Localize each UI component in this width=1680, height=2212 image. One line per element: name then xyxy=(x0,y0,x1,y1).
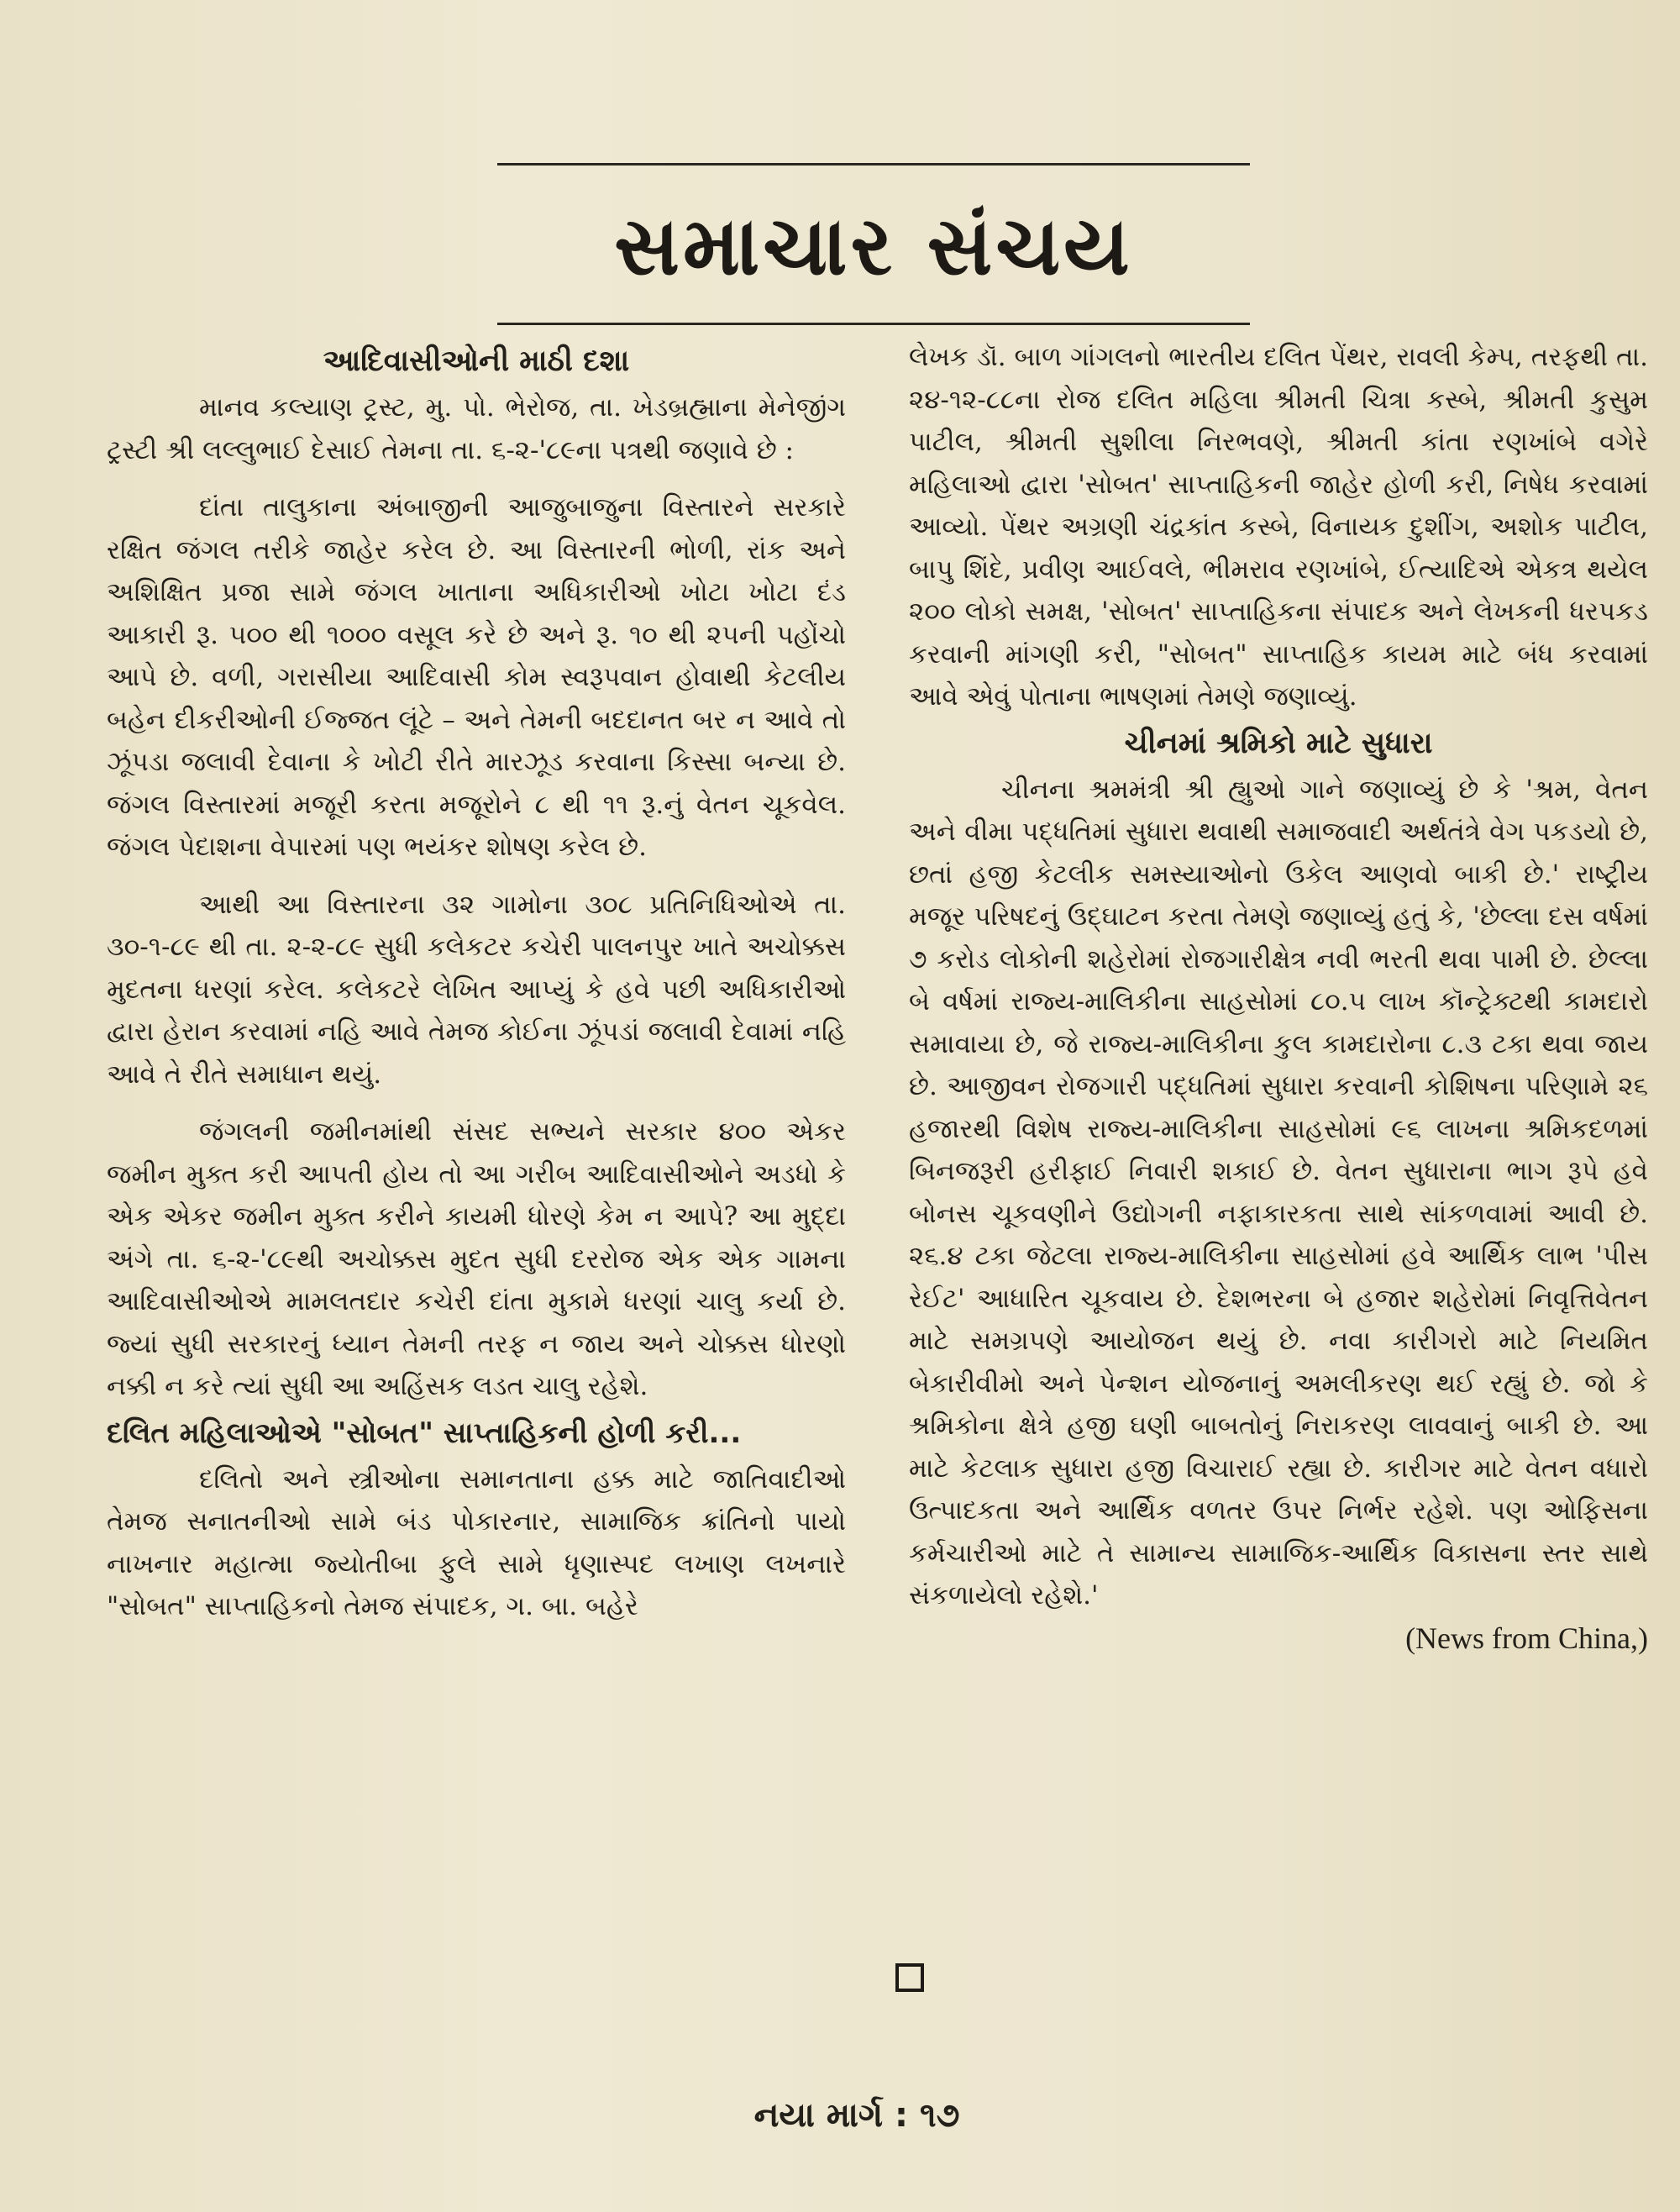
article-heading-adivasi: આદિવાસીઓની માઠી દશા xyxy=(323,344,630,378)
article-paragraph: જંગલની જમીનમાંથી સંસદ સભ્યને સરકાર ૪૦૦ એકર જમીન મુક્ત કરી આપતી હોય તો આ ગરીબ આદિવાસીઓને અડધો કે એક એકર જમીન મુક્ત કરીને કાયમી ધોરણે કેમ ન આપે? આ મુદ્દા અંગે તા. ૬-૨-'૮૯થી અચોક્કસ મુદત સુધી દરરોજ એક એક ગામના આદિવાસીઓએ મામલતદાર કચેરી દાંતા મુકામે ધરણાં ચાલુ કર્યા છે. જ્યાં સુધી સરકારનું ધ્યાન તેમની તરફ ન જાય અને ચોક્કસ ધોરણો નક્કી ન કરે ત્યાં સુધી આ અહિંસક લડત ચાલુ રહેશે. xyxy=(107,1117,846,1401)
left-column xyxy=(107,336,846,1628)
article-source: (News from China,) xyxy=(1405,1621,1648,1655)
article-heading-china: ચીનમાં શ્રમિકો માટે સુધારા xyxy=(1124,726,1433,760)
article-paragraph: લેખક ડૉ. બાળ ગાંગલનો ભારતીય દલિત પેંથર, રાવલી કેમ્પ, તરફથી તા. ૨૪-૧૨-૮૮ના રોજ દલિત મહિલા શ્રીમતી ચિત્રા કસ્બે, શ્રીમતી કુસુમ પાટીલ, શ્રીમતી સુશીલા નિરભવણે, શ્રીમતી કાંતા રણખાંબે વગેરે મહિલાઓ દ્વારા 'સોબત' સાપ્તાહિકની જાહેર હોળી કરી, નિષેધ કરવામાં આવ્યો. પેંથર અગ્રણી ચંદ્રકાંત કસ્બે, વિનાયક દુશીંગ, અશોક પાટીલ, બાપુ શિંદે, પ્રવીણ આઈવલે, ભીમરાવ રણખાંબે, ઈત્યાદિએ એકત્ર થયેલ ૨૦૦ લોકો સમક્ષ, 'સોબત' સાપ્તાહિકના સંપાદક અને લેખકની ધરપકડ કરવાની માંગણી કરી, "સોબત" સાપ્તાહિક કાયમ માટે બંધ કરવામાં આવે એવું પોતાના ભાષણમાં તેમણે જણાવ્યું. xyxy=(909,342,1648,712)
title-top-rule xyxy=(497,163,1250,166)
article-paragraph: આથી આ વિસ્તારના ૩૨ ગામોના ૩૦૮ પ્રતિનિધિઓએ તા. ૩૦-૧-૮૯ થી તા. ૨-૨-૮૯ સુધી કલેકટર કચેરી પાલનપુર ખાતે અચોક્કસ મુદતના ધરણાં કરેલ. કલેકટરે લેખિત આપ્યું કે હવે પછી અધિકારીઓ દ્વારા હેરાન કરવામાં નહિ આવે તેમજ કોઈના ઝૂંપડાં જલાવી દેવામાં નહિ આવે તે રીતે સમાધાન થયું. xyxy=(107,889,846,1090)
article-heading-dalit-women: દલિત મહિલાઓએ "સોબત" સાપ્તાહિકની હોળી કરી... xyxy=(107,1416,742,1450)
right-column xyxy=(909,336,1648,1659)
page-title: સમાચાર સંચય xyxy=(614,199,1133,293)
article-paragraph: દલિતો અને સ્ત્રીઓના સમાનતાના હક્ક માટે જાતિવાદીઓ તેમજ સનાતનીઓ સામે બંડ પોકારનાર, સામાજિક ક્રાંતિનો પાયો નાખનાર મહાત્મા જ્યોતીબા ફુલે સામે ધૃણાસ્પદ લખાણ લખનારે "સોબત" સાપ્તાહિકનો તેમજ સંપાદક, ગ. બા. બહેરે xyxy=(107,1463,846,1621)
article-paragraph: ચીનના શ્રમમંત્રી શ્રી હ્યુઓ ગાને જણાવ્યું છે કે 'શ્રમ, વેતન અને વીમા પદ્ધતિમાં સુધારા થવાથી સમાજવાદી અર્થતંત્રે વેગ પકડયો છે, છતાં હજી કેટલીક સમસ્યાઓનો ઉકેલ આણવો બાકી છે.' રાષ્ટ્રીય મજૂર પરિષદનું ઉદ્ઘાટન કરતા તેમણે જણાવ્યું હતું કે, 'છેલ્લા દસ વર્ષમાં ૭ કરોડ લોકોની શહેરોમાં રોજગારીક્ષેત્ર નવી ભરતી થવા પામી છે. છેલ્લા બે વર્ષમાં રાજ્ય-માલિકીના સાહસોમાં ૮૦.૫ લાખ કૉન્ટ્રેક્ટથી કામદારો સમાવાયા છે, જે રાજ્ય-માલિકીના કુલ કામદારોના ૮.૩ ટકા થવા જાય છે. આજીવન રોજગારી પદ્ધતિમાં સુધારા કરવાની કોશિષના પરિણામે ૨૬ હજારથી વિશેષ રાજ્ય-માલિકીના સાહસોમાં ૯૬ લાખના શ્રમિકદળમાં બિનજરૂરી હરીફાઈ નિવારી શકાઈ છે. વેતન સુધારાના ભાગ રૂપે હવે બોનસ ચૂકવણીને ઉદ્યોગની નફાકારકતા સાથે સાંકળવામાં આવી છે. ૨૬.૪ ટકા જેટલા રાજ્ય-માલિકીના સાહસોમાં હવે આર્થિક લાભ 'પીસ રેઈટ' આધારિત ચૂકવાય છે. દેશભરના બે હજાર શહેરોમાં નિવૃત્તિવેતન માટે સમગ્રપણે આયોજન થયું છે. નવા કારીગરો માટે નિયમિત બેકારીવીમો અને પેન્શન યોજનાનું અમલીકરણ થઈ રહ્યું છે. જો કે શ્રમિકોના ક્ષેત્રે હજી ઘણી બાબતોનું નિરાકરણ લાવવાનું બાકી છે. આ માટે કેટલાક સુધારા હજી વિચારાઈ રહ્યા છે. કારીગર માટે વેતન વધારો ઉત્પાદકતા અને આર્થિક વળતર ઉપર નિર્ભર રહેશે. પણ ઓફિસના કર્મચારીઓ માટે તે સામાન્ય સામાજિક-આર્થિક વિકાસના સ્તર સાથે સંકળાયેલો રહેશે.' xyxy=(909,774,1648,1610)
page-footer: નયા માર્ગ : ૧૭ xyxy=(753,2096,960,2135)
end-mark-square xyxy=(895,1963,924,1992)
title-bottom-rule xyxy=(497,323,1250,325)
article-paragraph: માનવ કલ્યાણ ટ્રસ્ટ, મુ. પો. ભેરોજ, તા. ખેડબ્રહ્માના મેનેજીંગ ટ્રસ્ટી શ્રી લલ્લુભાઈ દેસાઈ તેમના તા. ૬-૨-'૮૯ના પત્રથી જણાવે છે : xyxy=(107,392,846,465)
article-paragraph: દાંતા તાલુકાના અંબાજીની આજુબાજુના વિસ્તારને સરકારે રક્ષિત જંગલ તરીકે જાહેર કરેલ છે. આ વિસ્તારની ભોળી, રાંક અને અશિક્ષિત પ્રજા સામે જંગલ ખાતાના અધિકારીઓ ખોટા ખોટા દંડ આકારી રૂ. ૫૦૦ થી ૧૦૦૦ વસૂલ કરે છે અને રૂ. ૧૦ થી ૨૫ની પહોંચો આપે છે. વળી, ગરાસીયા આદિવાસી કોમ સ્વરૂપવાન હોવાથી કેટલીય બહેન દીકરીઓની ઈજ્જત લૂંટે – અને તેમની બદદાનત બર ન આવે તો ઝૂંપડા જલાવી દેવાના કે ખોટી રીતે મારઝૂડ કરવાના કિસ્સા બન્યા છે. જંગલ વિસ્તારમાં મજૂરી કરતા મજૂરોને ૮ થી ૧૧ રૂ.નું વેતન ચૂકવેલ. જંગલ પેદાશના વેપારમાં પણ ભયંકર શોષણ કરેલ છે. xyxy=(107,492,846,862)
